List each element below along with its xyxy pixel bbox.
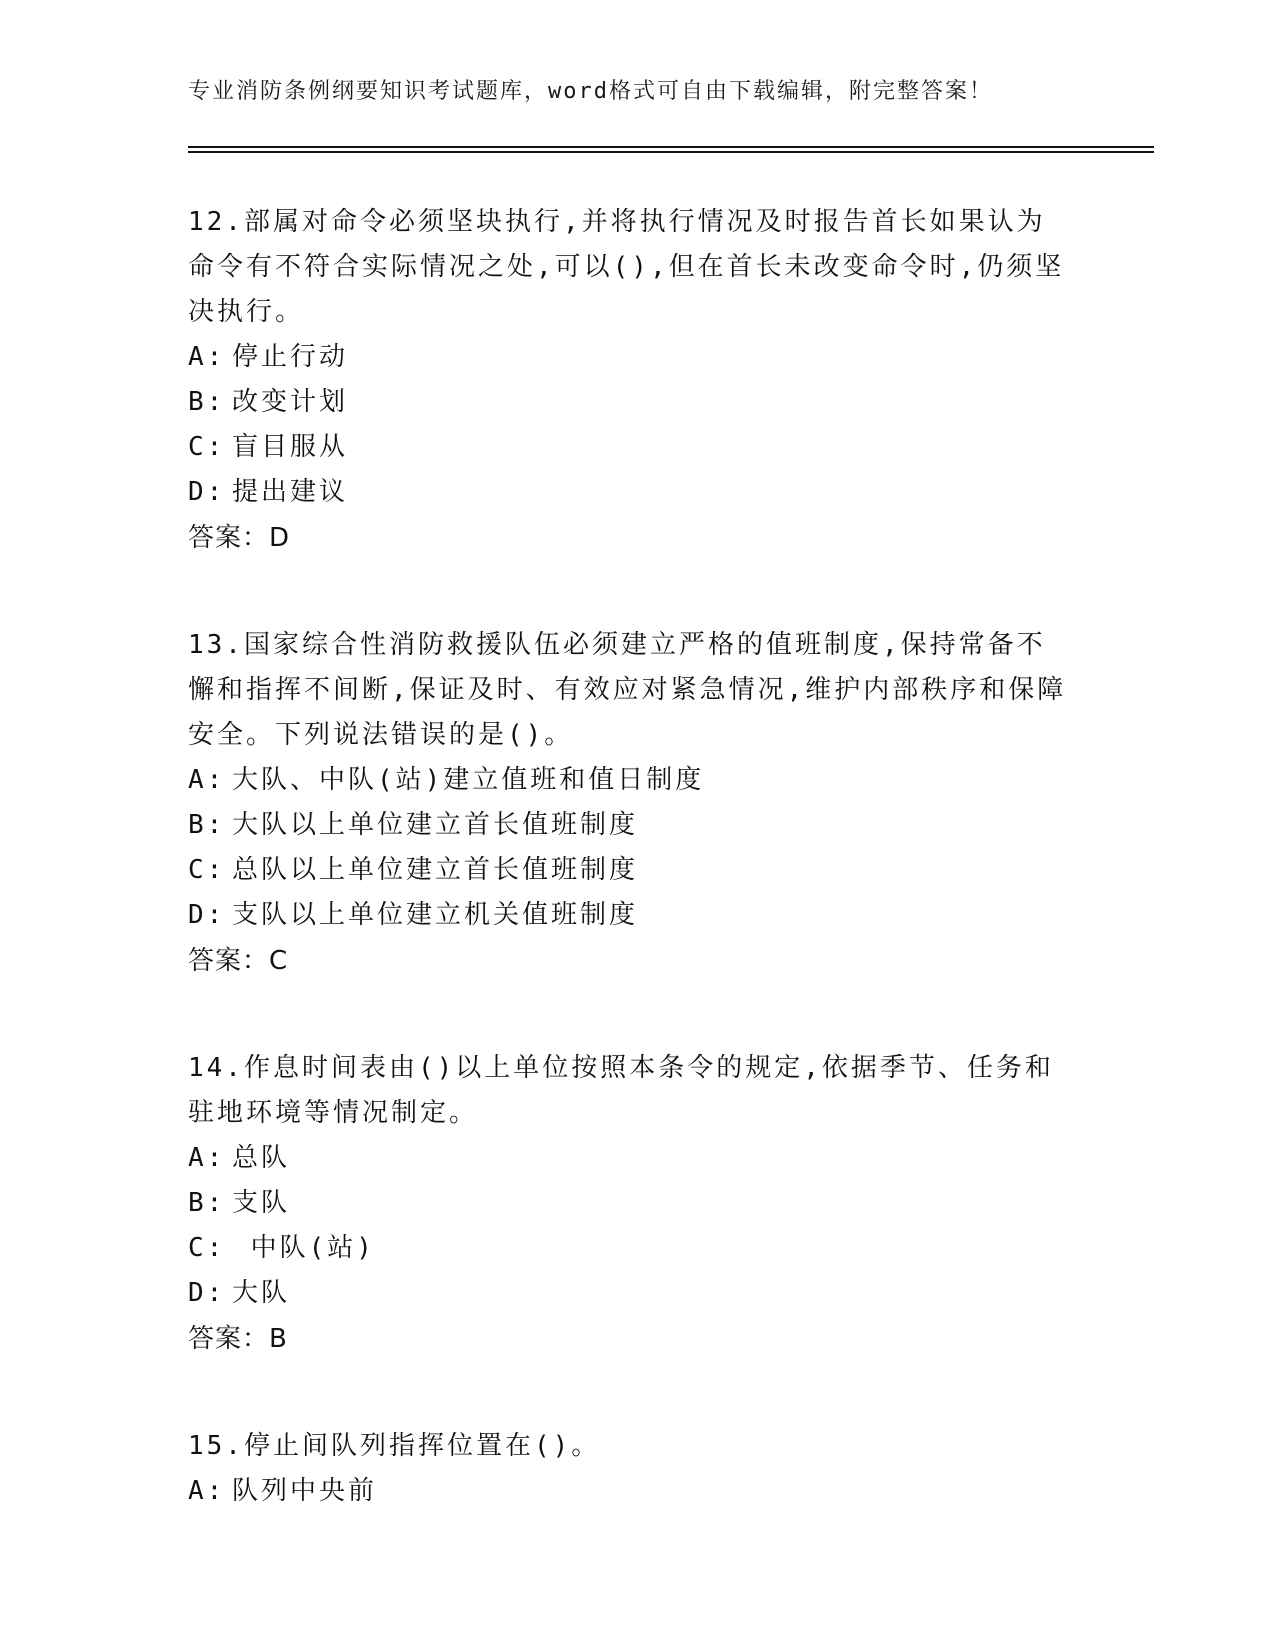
option-a	[188, 758, 1078, 803]
option-letter: B:	[188, 810, 226, 840]
option-letter: B:	[188, 1188, 226, 1218]
document-header-title: 专业消防条例纲要知识考试题库，word格式可自由下载编辑，附完整答案！	[188, 79, 993, 104]
header-divider	[188, 146, 1154, 153]
option-c	[188, 425, 1078, 470]
option-a	[188, 1136, 1078, 1181]
question-14	[188, 1046, 1078, 1362]
question-stem: 15.停止间队列指挥位置在()。	[188, 1431, 601, 1461]
option-d	[188, 1271, 1078, 1316]
question-stem: 14.作息时间表由()以上单位按照本条令的规定,依据季节、任务和驻地环境等情况制定。	[188, 1053, 1054, 1128]
option-text: 大队、中队(站)建立值班和值日制度	[232, 765, 705, 795]
option-letter: D:	[188, 1278, 226, 1308]
answer-label: 答案：D	[188, 523, 291, 553]
option-letter: A:	[188, 1143, 226, 1173]
question-list	[188, 200, 1078, 1576]
option-c	[188, 848, 1078, 893]
option-d	[188, 893, 1078, 938]
answer-label: 答案：C	[188, 946, 289, 976]
option-letter: C:	[188, 855, 226, 885]
option-b	[188, 1181, 1078, 1226]
option-text: 大队	[232, 1278, 291, 1308]
option-letter: C:	[188, 432, 226, 462]
option-letter: A:	[188, 342, 226, 372]
option-text: 提出建议	[232, 477, 349, 507]
question-stem: 12.部属对命令必须坚块执行,并将执行情况及时报告首长如果认为 命令有不符合实际情况之处,可以(),但在首长未改变命令时,仍须坚决执行。	[188, 207, 1065, 327]
option-c	[188, 1226, 1078, 1271]
option-b	[188, 380, 1078, 425]
option-text: 支队以上单位建立机关值班制度	[232, 900, 639, 930]
option-letter: B:	[188, 387, 226, 417]
option-text: 大队以上单位建立首长值班制度	[232, 810, 639, 840]
option-letter: D:	[188, 477, 226, 507]
option-b	[188, 803, 1078, 848]
option-letter: C:	[188, 1233, 226, 1263]
question-stem: 13.国家综合性消防救援队伍必须建立严格的值班制度,保持常备不 懈和指挥不间断,保证及时、有效应对紧急情况,维护内部秩序和保障安全。下列说法错误的是()。	[188, 630, 1067, 750]
question-15	[188, 1424, 1078, 1514]
question-12	[188, 200, 1078, 561]
option-text: 中队(站)	[232, 1233, 375, 1263]
option-text: 总队	[232, 1143, 291, 1173]
question-13	[188, 623, 1078, 984]
option-a	[188, 335, 1078, 380]
option-text: 总队以上单位建立首长值班制度	[232, 855, 639, 885]
option-a	[188, 1469, 1078, 1514]
option-letter: D:	[188, 900, 226, 930]
option-text: 支队	[232, 1188, 291, 1218]
option-text: 盲目服从	[232, 432, 349, 462]
option-text: 停止行动	[232, 342, 349, 372]
option-text: 队列中央前	[232, 1476, 378, 1506]
answer-label: 答案：B	[188, 1324, 288, 1354]
option-letter: A:	[188, 765, 226, 795]
option-d	[188, 470, 1078, 515]
option-text: 改变计划	[232, 387, 349, 417]
option-letter: A:	[188, 1476, 226, 1506]
